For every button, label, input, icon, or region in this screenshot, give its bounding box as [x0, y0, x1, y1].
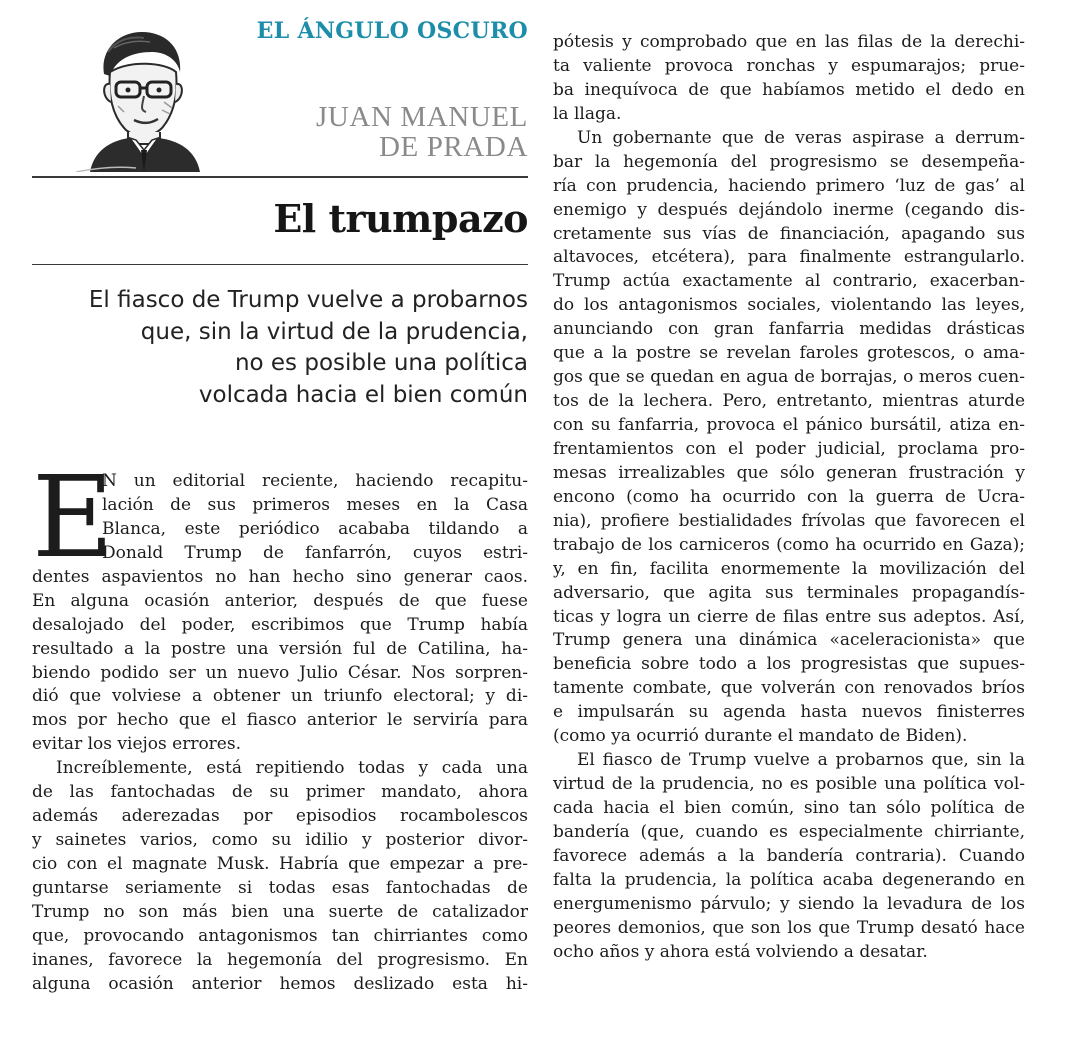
article-headline: El trumpazo — [273, 196, 528, 241]
subhead-line: que, sin la virtud de la prudencia, — [140, 318, 528, 345]
body-line: El fiasco de Trump vuelve a probarnos que, sin la — [577, 750, 1025, 771]
drop-cap: E — [32, 453, 114, 583]
body-line: e impulsarán su agenda hasta nuevos finisterres — [553, 702, 1025, 723]
body-line: energumenismo párvulo; y siendo la levadura de los — [553, 893, 1025, 914]
body-line: Trump no son más bien una suerte de catalizador — [32, 901, 528, 922]
body-line: y sainetes varios, como su idilio y posterior divor- — [32, 830, 528, 851]
subhead-line: no es posible una política — [234, 350, 528, 376]
body-line: cio con el magnate Musk. Habría que empezar a pre- — [32, 854, 528, 874]
body-line: adversario, que agita sus terminales propagandís- — [553, 582, 1025, 603]
left-column — [32, 0, 528, 1049]
body-line: dió que volviese a obtener un triunfo electoral; y di- — [32, 686, 528, 707]
body-line: tamente combate, que volverán con renovados bríos — [553, 678, 1025, 699]
body-line: mos por hecho que el fiasco anterior le serviría para — [32, 710, 528, 731]
author-byline — [316, 102, 528, 162]
body-line: la llaga. — [553, 103, 622, 124]
body-line: alguna ocasión anterior hemos deslizado esta hi- — [32, 973, 528, 994]
body-line: guntarse seriamente si todas esas fantochadas de — [32, 877, 528, 898]
body-line: pótesis y comprobado que en las filas de la derechi- — [553, 32, 1025, 52]
body-line: Un gobernante que de veras aspirase a derrum- — [577, 127, 1025, 148]
author-portrait-illustration — [56, 22, 206, 172]
subhead-line: volcada hacia el bien común — [198, 381, 528, 408]
body-line: además aderezadas por episodios rocambolescos — [32, 806, 528, 827]
body-line: beneficia sobre todo a los progresistas que supues- — [553, 654, 1025, 675]
body-line: gos que se quedan en agua de borrajas, o meros cuen- — [553, 367, 1025, 388]
body-line: inanes, favorece la hegemonía del progresismo. En — [32, 949, 528, 970]
body-line: de las fantochadas de su primer mandato, ahora — [32, 782, 528, 803]
body-line: ría con prudencia, haciendo primero ‘luz de gas’ al — [553, 175, 1025, 196]
article-body-left — [32, 453, 528, 997]
body-line: ticas y logra un cierre de filas entre sus adeptos. Así, — [553, 606, 1025, 627]
body-line: ocho años y ahora está volviendo a desatar. — [553, 941, 928, 962]
article-body-right — [553, 31, 1025, 965]
top-divider — [32, 176, 528, 178]
body-line: favorece además a la bandería contraria). Cuando — [553, 845, 1025, 866]
subhead-line: El fiasco de Trump vuelve a probarnos — [88, 287, 528, 313]
body-line: resultado a la postre una versión ful de Catilina, ha- — [32, 638, 528, 659]
body-line: bar la hegemonía del progresismo se desempeña- — [553, 151, 1025, 172]
body-line: que a la postre se revelan faroles grotescos, o ama- — [553, 343, 1025, 364]
body-line: peores demonios, que son los que Trump desató hace — [553, 917, 1025, 938]
body-line: nia), profiere bestialidades frívolas que favorecen el — [553, 510, 1025, 531]
body-line: y, en fin, facilita enormemente la movilización del — [553, 558, 1025, 579]
body-line: tos de la lechera. Pero, entretanto, mientras aturde — [553, 391, 1025, 412]
author-first-name: JUAN MANUEL — [315, 101, 528, 133]
body-line: desalojado del poder, escribimos que Trump había — [32, 614, 528, 635]
body-line: Donald Trump de fanfarrón, cuyos estri- — [102, 542, 528, 563]
body-line: ta valiente provoca ronchas y espumarajos; prue- — [553, 55, 1025, 76]
body-line: ba inequívoca de que habíamos metido el dedo en — [553, 79, 1025, 100]
body-line: con su fanfarria, provoca el pánico bursátil, atiza en- — [553, 415, 1025, 435]
body-line: frentamientos con el poder judicial, proclama pro- — [553, 438, 1025, 459]
body-line: evitar los viejos errores. — [32, 734, 241, 755]
body-line: cada hacia el bien común, sino tan sólo política de — [553, 798, 1025, 818]
body-line: lación de sus primeros meses en la Casa — [102, 494, 528, 515]
body-line: virtud de la prudencia, no es posible una política vol- — [553, 774, 1025, 795]
body-line: trabajo de los carniceros (como ha ocurrido en Gaza); — [553, 534, 1025, 555]
body-line: que, provocando antagonismos tan chirriantes como — [32, 925, 528, 946]
body-line: biendo podido ser un nuevo Julio César. Nos sorpren- — [32, 662, 528, 683]
body-line: mesas irrealizables que sólo generan frustración y — [553, 462, 1025, 483]
body-line: bandería (que, cuando es especialmente chirriante, — [553, 821, 1025, 842]
body-line: altavoces, etcétera), para finalmente estrangularlo. — [553, 247, 1025, 268]
body-line: encono (como ha ocurrido con la guerra de Ucra- — [553, 486, 1025, 507]
body-line: Blanca, este periódico acababa tildando a — [102, 518, 528, 539]
body-line: anunciando con gran fanfarria medidas drásticas — [553, 319, 1025, 340]
body-line: falta la prudencia, la política acaba degenerando en — [553, 869, 1025, 890]
author-last-name: DE PRADA — [378, 131, 528, 163]
body-line: N un editorial reciente, haciendo recapitu- — [102, 471, 528, 491]
body-line: Trump genera una dinámica «aceleracionista» que — [553, 630, 1025, 651]
body-line: En alguna ocasión anterior, después de que fuese — [32, 590, 528, 611]
section-title: EL ÁNGULO OSCURO — [256, 18, 528, 44]
body-line: Trump actúa exactamente al contrario, exacerban- — [553, 271, 1025, 292]
body-line: do los antagonismos sociales, violentando las leyes, — [553, 295, 1025, 316]
body-line: enemigo y después dejándolo inerme (cegando dis- — [553, 199, 1025, 220]
body-line: (como ya ocurrió durante el mandato de Biden). — [553, 726, 968, 747]
headline-divider — [32, 264, 528, 265]
body-line: cretamente sus vías de financiación, apagando sus — [553, 223, 1025, 244]
body-line: Increíblemente, está repitiendo todas y cada una — [56, 758, 528, 779]
body-line: dentes aspavientos no han hecho sino generar caos. — [32, 566, 528, 587]
article-subheadline — [32, 285, 528, 411]
